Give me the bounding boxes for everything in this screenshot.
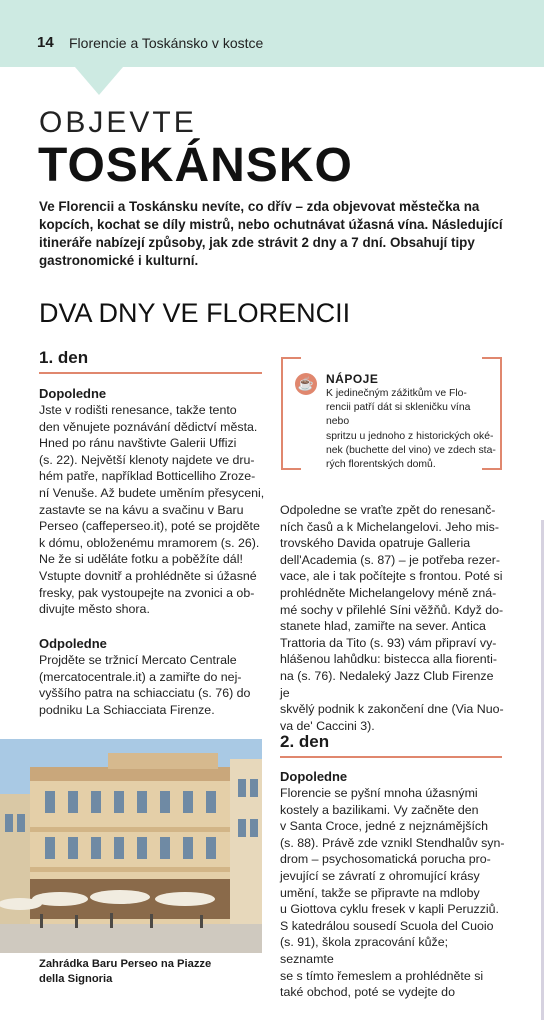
drinks-box-text: K jedinečným zážitkům ve Flo- rencii patří dát si skleničku vína nebo spritzu u jednoho z historických oké- nek (buchette del vino) ve zdech sta- rých florentských domů.: [326, 388, 496, 471]
day-2-morning-text: Florencie se pyšní mnoha úžasnými kostely a bazilikami. Vy začněte den v Santa Croce, jedné z nejznámějších (s. 88). Právě zde vznikl Stendhalův syn- drom – psychosomatická porucha pro- jevující se závratí z ohromující krásy umění, takže se připravte na mdloby u Giottova cyklu fresek v kapli Peruzziů. S katedrálou sousedí Scuola del Cuoio (s. 91), škola zpracování kůže; seznamte se s tímto řemeslem a prohlédněte si také obchod, poté se vydejte do: [280, 786, 505, 1000]
intro-paragraph: Ve Florencii a Toskánsku nevíte, co dřív – zda objevovat městečka na kopcích, kochat se díly mistrů, nebo ochutnávat úžasná vína. Následující itineráře nabízejí způsoby, jak zde strávit 2 dny a 7 dní. Obsahují tipy gastronomické i kulturní.: [39, 199, 503, 268]
day-1-morning-title: Dopoledne: [39, 386, 107, 401]
photo-caption: Zahrádka Baru Perseo na Piazze della Signoria: [39, 958, 212, 985]
running-title: Florencie a Toskánsko v kostce: [69, 35, 264, 51]
page-title: TOSKÁNSKO: [38, 139, 353, 192]
day-1-rule: [39, 372, 262, 374]
header-notch: [75, 67, 123, 95]
day-1-title: 1. den: [39, 348, 89, 367]
day-1-afternoon-text: Projděte se tržnicí Mercato Centrale (mercatocentrale.it) a zamiřte do nej- vyššího patra na schiacciatu (s. 76) do podniku La Schiacciata Firenze.: [39, 653, 251, 717]
piazza-photo: [0, 739, 262, 953]
drinks-tip-box: [281, 357, 502, 470]
day-1-morning-text: Jste v rodišti renesance, takže tento den věnujete poznávání dědictví města. Hned po ránu navštivte Galerii Uffizi (s. 22). Největší klenoty najdete ve dru- hém patře, například Botticelliho Zroze- ní Venuše. Až budete uměním přesyceni, zastavte se na kávu a svačinu v Baru Perseo (caffeperseo.it), poté se projděte k dómu, obloženému mramorem (s. 26). Ne že si uděláte fotku a poběžíte dál! Vstupte dovnitř a prohlédněte si úžasné fresky, pak vystoupejte na zvonici a ob- divujte město shora.: [39, 403, 265, 617]
day-2-morning-title: Dopoledne: [280, 769, 348, 784]
day-2-title: 2. den: [280, 732, 330, 751]
kicker-title: OBJEVTE: [39, 106, 197, 139]
day-1-col2-text: Odpoledne se vraťte zpět do renesanč- ních časů a k Michelangelovi. Jeho mis- trovského Davida opatruje Galleria dell'Academia (s. 87) – je potřeba rezer- vace, ale i tak počítejte s frontou. Poté si prohlédněte Michelangelovy méně zná- mé sochy v přilehlé Síni věžňů. Když do- stanete hlad, zamiřte na sever. Antica Trattoria da Tito (s. 93) vám připraví vy- hlášenou lahůdku: bistecca alla fiorenti- na (s. 76). Nedaleký Jazz Club Firenze je skvělý podnik k zakončení dne (Via Nuo- va de' Caccini 3).: [280, 503, 504, 733]
drinks-box-title: NÁPOJE: [326, 372, 379, 386]
page-header: [0, 0, 544, 67]
page-number: 14: [37, 34, 54, 51]
day-2-rule: [280, 756, 502, 758]
day-1-afternoon-title: Odpoledne: [39, 636, 107, 651]
coffee-cup-icon: ☕: [295, 373, 317, 395]
box-bracket-left: [281, 357, 301, 470]
section-title: DVA DNY VE FLORENCII: [39, 298, 351, 328]
